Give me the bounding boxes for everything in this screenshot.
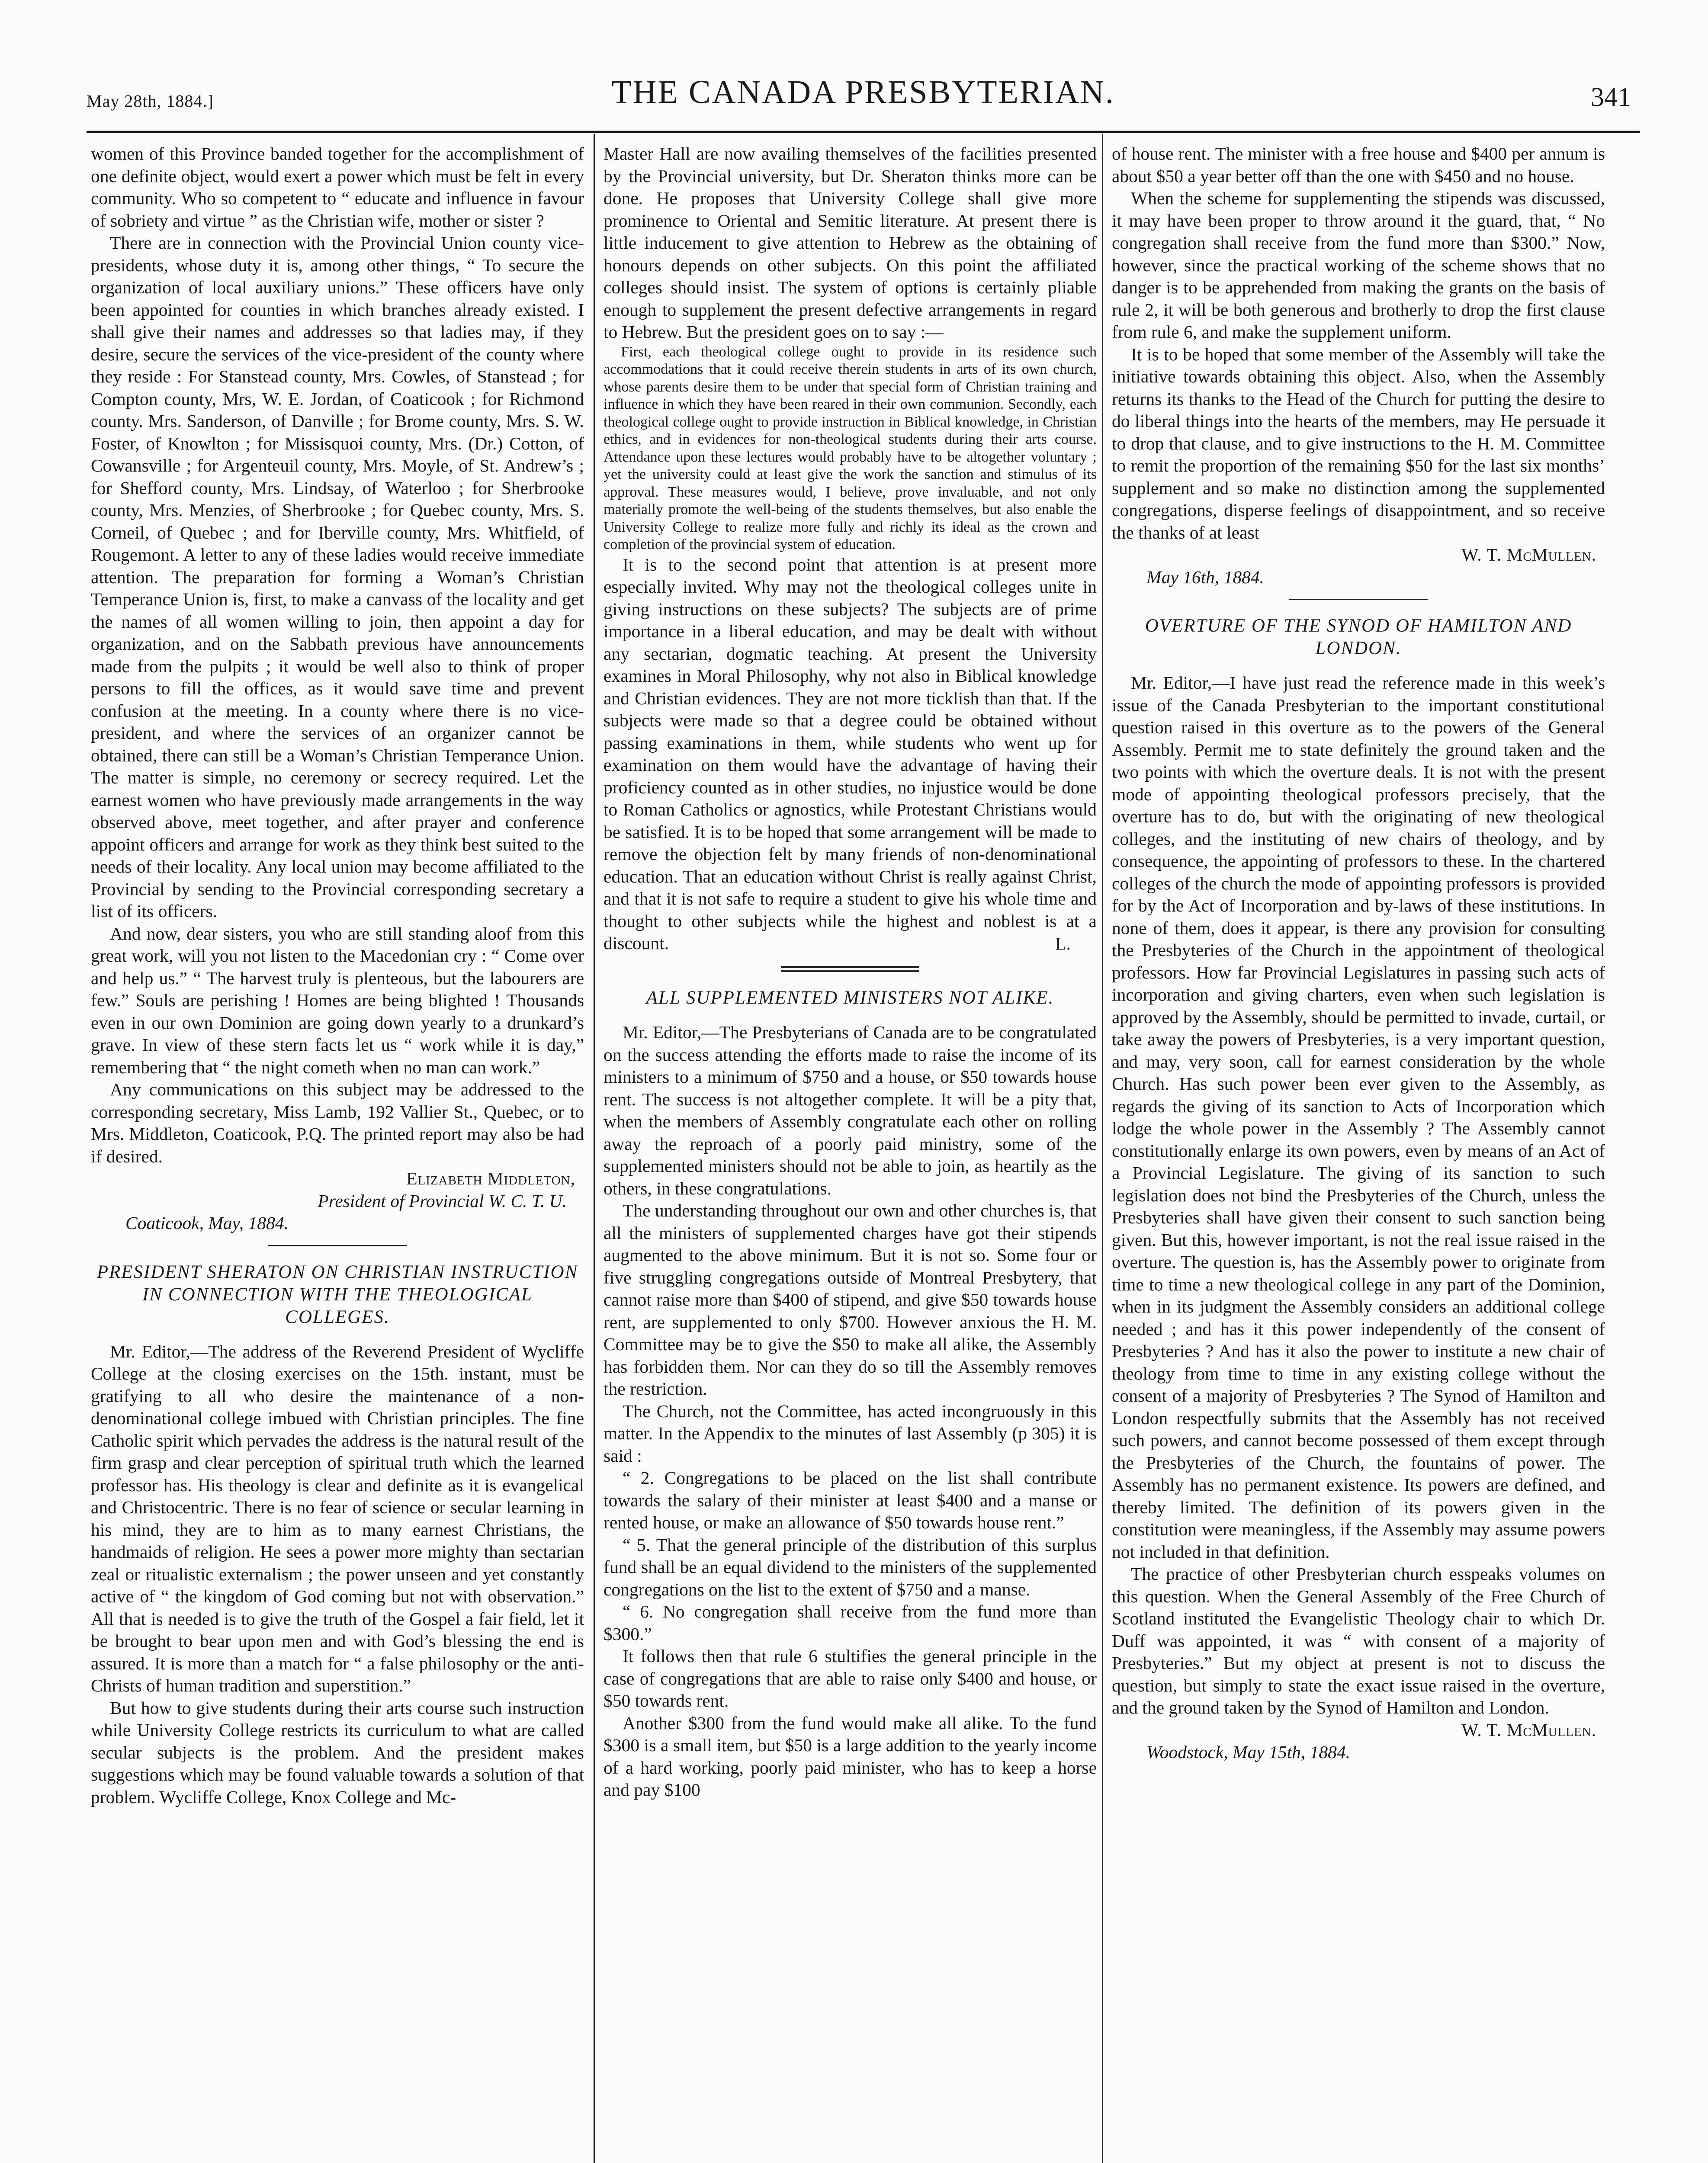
article-separator — [781, 966, 919, 972]
article-heading: PRESIDENT SHERATON ON CHRISTIAN INSTRUCTION IN CONNECTION WITH THE THEOLOGICAL COLLEGES. — [96, 1261, 578, 1327]
paragraph: “ 2. Congregations to be placed on the list shall contribute towards the salary of their minister at least $400 and a manse or rented house, or make an allowance of $50 towards house rent.” — [604, 1468, 1097, 1532]
newspaper-title: THE CANADA PRESBYTERIAN. — [611, 74, 1115, 110]
column-1 — [91, 143, 584, 1808]
paragraph: Mr. Editor,—The Presbyterians of Canada are to be congratulated on the success attending the efforts made to raise the income of its ministers to a minimum of $750 and a house, or $50 towards house rent. The success is not altogether complete. It will be a pity that, when the members of Assembly congratulate each other on rolling away the reproach of a poorly paid ministry, some of the supplemented ministers should not be able to join, as heartily as the others, in these congratulations. — [604, 1022, 1097, 1198]
paragraph: Any communications on this subject may be addressed to the corresponding secretary, Miss Lamb, 192 Vallier St., Quebec, or to Mrs. Middleton, Coaticook, P.Q. The printed report may also be had if desired. — [91, 1079, 584, 1166]
signature-title: President of Provincial W. C. T. U. — [318, 1191, 567, 1211]
header-rule — [87, 131, 1640, 133]
paragraph: women of this Province banded together for the accomplishment of one definite object, would exert a power which must be felt in every community. Who so competent to “ educate and influence in favour of sobriety and virtue ” as the Christian wife, mother or sister ? — [91, 144, 584, 231]
signature-place: Coaticook, May, 1884. — [125, 1213, 289, 1233]
signature-place: Woodstock, May 15th, 1884. — [1146, 1742, 1351, 1762]
article-heading: ALL SUPPLEMENTED MINISTERS NOT ALIKE. — [646, 988, 1054, 1008]
paragraph: But how to give students during their arts course such instruction while University College restricts its curriculum to what are called secular subjects is the problem. And the president makes suggestions which may be found valuable towards a solution of that problem. Wycliffe College, Knox College and Mc- — [91, 1698, 584, 1807]
signature-name: Elizabeth Middleton, — [406, 1168, 575, 1188]
paragraph: And now, dear sisters, you who are still standing aloof from this great work, will you not listen to the Macedonian cry : “ Come over and help us.” “ The harvest truly is plenteous, but the labourers are few.” Souls are perishing ! Homes are being blighted ! Thousands even in our own Dominion are going down yearly to a drunkard’s grave. In view of these stern facts let us “ work while it is day,” remembering that “ the night cometh when no man can work.” — [91, 923, 584, 1077]
paragraph: It is to be hoped that some member of the Assembly will take the initiative towards obtaining this object. Also, when the Assembly returns its thanks to the Head of the Church for putting the desire to do liberal things into the hearts of the members, may He persuade it to drop that clause, and to give instructions to the H. M. Committee to remit the proportion of the remaining $50 for the last six months’ supplement and so make no distinction among the supplemented congregations, disperse feelings of disappointment, and so receive the thanks of at least — [1112, 344, 1605, 542]
paragraph: The practice of other Presbyterian church esspeaks volumes on this question. When the General Assembly of the Free Church of Scotland instituted the Evangelistic Theology chair to which Dr. Duff was appointed, it was “ with consent of a majority of Presbyteries.” But my object at present is not to discuss the question, but simply to state the exact issue raised in the overture, and the ground taken by the Synod of Hamilton and London. — [1112, 1564, 1605, 1717]
paragraph: The understanding throughout our own and other churches is, that all the ministers of supplemented charges have got their stipends augmented to the above minimum. But it is not so. Some four or five struggling congregations outside of Montreal Presbytery, that cannot raise more than $400 of stipend, and give $50 towards house rent, are supplemented to only $700. However anxious the H. M. Committee may be to give the $50 to make all alike, the Assembly has forbidden them. Nor can they do so till the Assembly removes the restriction. — [604, 1200, 1097, 1399]
block-quote — [604, 343, 1097, 554]
paragraph: Mr. Editor,—I have just read the reference made in this week’s issue of the Canada Presbyterian to the important constitutional question raised in this overture as to the powers of the General Assembly. Permit me to state definitely the ground taken and the two points with which the overture deals. It is not with the present mode of appointing theological professors precisely, that the overture has to do, but with the originating of new theological colleges, and the instituting of new chairs of theology, and by consequence, the appointing of professors to these. In the chartered colleges of the church the mode of appointing professors is provided for by the Act of Incorporation and by-laws of these institutions. In none of them, does it appear, is there any provision for consulting the Presbyteries of the Church in the appointment of theological professors. How far Provincial Legislatures in passing such acts of incorporation and giving charters, even when such legislation is approved by the Assembly, should be permitted to invade, curtail, or take away the powers of Presbyteries, is a very important question, and may, very soon, call for earnest consideration by the whole Church. Has such power been ever given to the Assembly, as regards the giving of its sanction to Acts of Incorporation which lodge the whole power in the Assembly ? The Assembly cannot constitutionally enlarge its own powers, even by means of an Act of a Provincial Legislature. The giving of its sanction to such legislation does not bind the Presbyteries of the Church, unless the Presbyteries shall have given their consent to such sanction being given. But this, however important, is not the real issue raised in the overture. The question is, has the Assembly power to originate from time to time a new theological college in any part of the Dominion, when in its judgment the Assembly considers an additional college needed ; and has it this power independently of the consent of Presbyteries ? And has it also the power to institute a new chair of theology from time to time in any existing college without the consent of a majority of Presbyteries ? The Synod of Hamilton and London respectfully submits that the Assembly has not received such powers, and cannot become possessed of them except through the Presbyteries of the Church, the fountains of power. The Assembly has no permanent existence. Its powers are defined, and thereby limited. The definition of its powers given in the constitution were meaningless, if the Assembly may assume powers not included in that definition. — [1112, 673, 1605, 1562]
paragraph: of house rent. The minister with a free house and $400 per annum is about $50 a year better off than the one with $450 and no house. — [1112, 144, 1605, 186]
page-number: 341 — [1591, 83, 1631, 112]
signature-name: W. T. McMullen. — [1461, 545, 1596, 565]
paragraph: Mr. Editor,—The address of the Reverend President of Wycliffe College at the closing exercises on the 15th. instant, must be gratifying to all who desire the maintenance of a non-denominational college imbued with Christian principles. The fine Catholic spirit which pervades the address is the natural result of the firm grasp and clear perception of spiritual truth which the learned professor has. His theology is clear and definite as it is evangelical and Christocentric. There is no fear of science or secular learning in his mind, they are to him as to many earnest Christians, the handmaids of religion. He sees a power more mighty than sectarian zeal or ritualistic externalism ; the power unseen and yet constantly active of “ the kingdom of God coming but not with observation.” All that is needed is to give the truth of the Gospel a fair field, let it be brought to bear upon men and with God’s blessing the end is assured. It is more than a match for “ a false philosophy or the anti-Christs of human tradition and superstition.” — [91, 1341, 584, 1695]
paragraph: When the scheme for supplementing the stipends was discussed, it may have been proper to throw around it the guard, that, “ No congregation shall receive from the fund more than $300.” Now, however, since the practical working of the scheme shows that no danger is to be apprehended from making the grants on the basis of rule 2, it will be both generous and brotherly to drop the first clause from rule 6, and make the supplement uniform. — [1112, 188, 1605, 342]
paragraph: “ 5. That the general principle of the distribution of this surplus fund shall be an equal dividend to the ministers of the supplemented congregations on the list to the extent of $750 and a manse. — [604, 1534, 1097, 1599]
column-divider — [594, 134, 595, 2163]
paragraph: Another $300 from the fund would make all alike. To the fund $300 is a small item, but $50 is a large addition to the yearly income of a hard working, poorly paid minister, who has to keep a horse and pay $100 — [604, 1713, 1097, 1800]
signature-date: May 16th, 1884. — [1146, 567, 1265, 587]
page-header — [87, 74, 1640, 125]
paragraph: It follows then that rule 6 stultifies the general principle in the case of congregations that are able to raise only $400 and house, or $50 towards rent. — [604, 1646, 1097, 1711]
quote-text: First, each theological college ought to provide in its residence such accommodations that it could receive therein students in arts of its own church, whose parents desire them to be under that special form of Christian training and influence in which they have been reared in their own communion. Secondly, each theological college ought to provide instruction in Biblical knowledge, in Christian ethics, and in evidences for non-theological students during their arts course. Attendance upon these lectures would probably have to be altogether voluntary ; yet the university could at least give the work the sanction and stimulus of its approval. These measures would, I believe, prove invaluable, and not only materially promote the well-being of the students themselves, but also enable the University College to realize more fully and richly its ideal as the crown and completion of the provincial system of education. — [604, 343, 1097, 552]
paragraph: “ 6. No congregation shall receive from the fund more than $300.” — [604, 1601, 1097, 1644]
signature-name: W. T. McMullen. — [1461, 1720, 1596, 1740]
signature-initial: L. — [1055, 933, 1071, 953]
paragraph: It is to the second point that attention is at present more especially invited. Why may not the theological colleges unite in giving instructions on these subjects? The subjects are of prime importance in a liberal education, and may be dealt with without any sectarian, dogmatic teaching. At present the University examines in Moral Philosophy, why not also in Biblical knowledge and Christian evidences. They are not more ticklish than that. If the subjects were made so that a degree could be obtained without passing examinations in them, while students who went up for examination on them would have the advantage of having their proficiency counted as in other studies, no injustice would be done to Roman Catholics or agnostics, while Protestant Christians would be satisfied. It is to be hoped that some arrangement will be made to remove the objection felt by many friends of non-denominational education. That an education without Christ is really against Christ, and that it is not safe to require a student to give his whole time and thought to other subjects while the highest and noblest is at a discount. — [604, 554, 1097, 953]
paragraph: Master Hall are now availing themselves of the facilities presented by the Provincial university, but Dr. Sheraton thinks more can be done. He proposes that University College shall give more prominence to Oriental and Semitic literature. At present there is little inducement to give attention to Hebrew as the obtaining of honours depends on other subjects. On this point the affiliated colleges should insist. The system of options is certainly pliable enough to supplement the present defective arrangements in regard to Hebrew. But the president goes on to say :— — [604, 144, 1097, 342]
article-separator — [1289, 599, 1428, 600]
article-heading: OVERTURE OF THE SYNOD OF HAMILTON AND LONDON. — [1145, 616, 1572, 658]
column-3 — [1112, 143, 1605, 1764]
paragraph: There are in connection with the Provincial Union county vice-presidents, whose duty it is, among other things, “ To secure the organization of local auxiliary unions.” These officers have only been appointed for counties in which branches already existed. I shall give their names and addresses so that ladies may, if they desire, secure the services of the vice-president of the county where they reside : For Stanstead county, Mrs. Cowles, of Stanstead ; for Compton county, Mrs, W. E. Jordan, of Coaticook ; for Richmond county. Mrs. Sanderson, of Danville ; for Brome county, Mrs. S. W. Foster, of Knowlton ; for Missisquoi county, Mrs. (Dr.) Cotton, of Cowansville ; for Argenteuil county, Mrs. Moyle, of St. Andrew’s ; for Shefford county, Mrs. Lindsay, of Waterloo ; for Sherbrooke county, Mrs. Menzies, of Sherbrooke ; for Quebec county, Mrs. S. Corneil, of Quebec ; and for Iberville county, Mrs. Whitfield, of Rougemont. A letter to any of these ladies would receive immediate attention. The preparation for forming a Woman’s Christian Temperance Union is, first, to make a canvass of the locality and get the names of all women willing to join, then appoint a day for organization, and on the Sabbath previous have announcements made from the pulpits ; it would be well also to think of proper persons to fill the offices, as it would save time and prevent confusion at the meeting. In a county where there is no vice-president, and where the services of an organizer cannot be obtained, there can still be a Woman’s Christian Temperance Union. The matter is simple, no ceremony or secrecy required. Let the earnest women who have previously made arrangements in the way observed above, meet together, and after prayer and conference appoint officers and arrange for work as they think best suited to the needs of their locality. Any local union may become affiliated to the Provincial by sending to the Provincial corresponding secretary a list of its officers. — [91, 233, 584, 921]
article-separator — [268, 1245, 407, 1246]
paragraph: The Church, not the Committee, has acted incongruously in this matter. In the Appendix to the minutes of last Assembly (p 305) it is said : — [604, 1401, 1097, 1466]
issue-date: May 28th, 1884.] — [87, 91, 214, 111]
column-2 — [604, 143, 1097, 1801]
column-divider — [1102, 134, 1103, 2163]
